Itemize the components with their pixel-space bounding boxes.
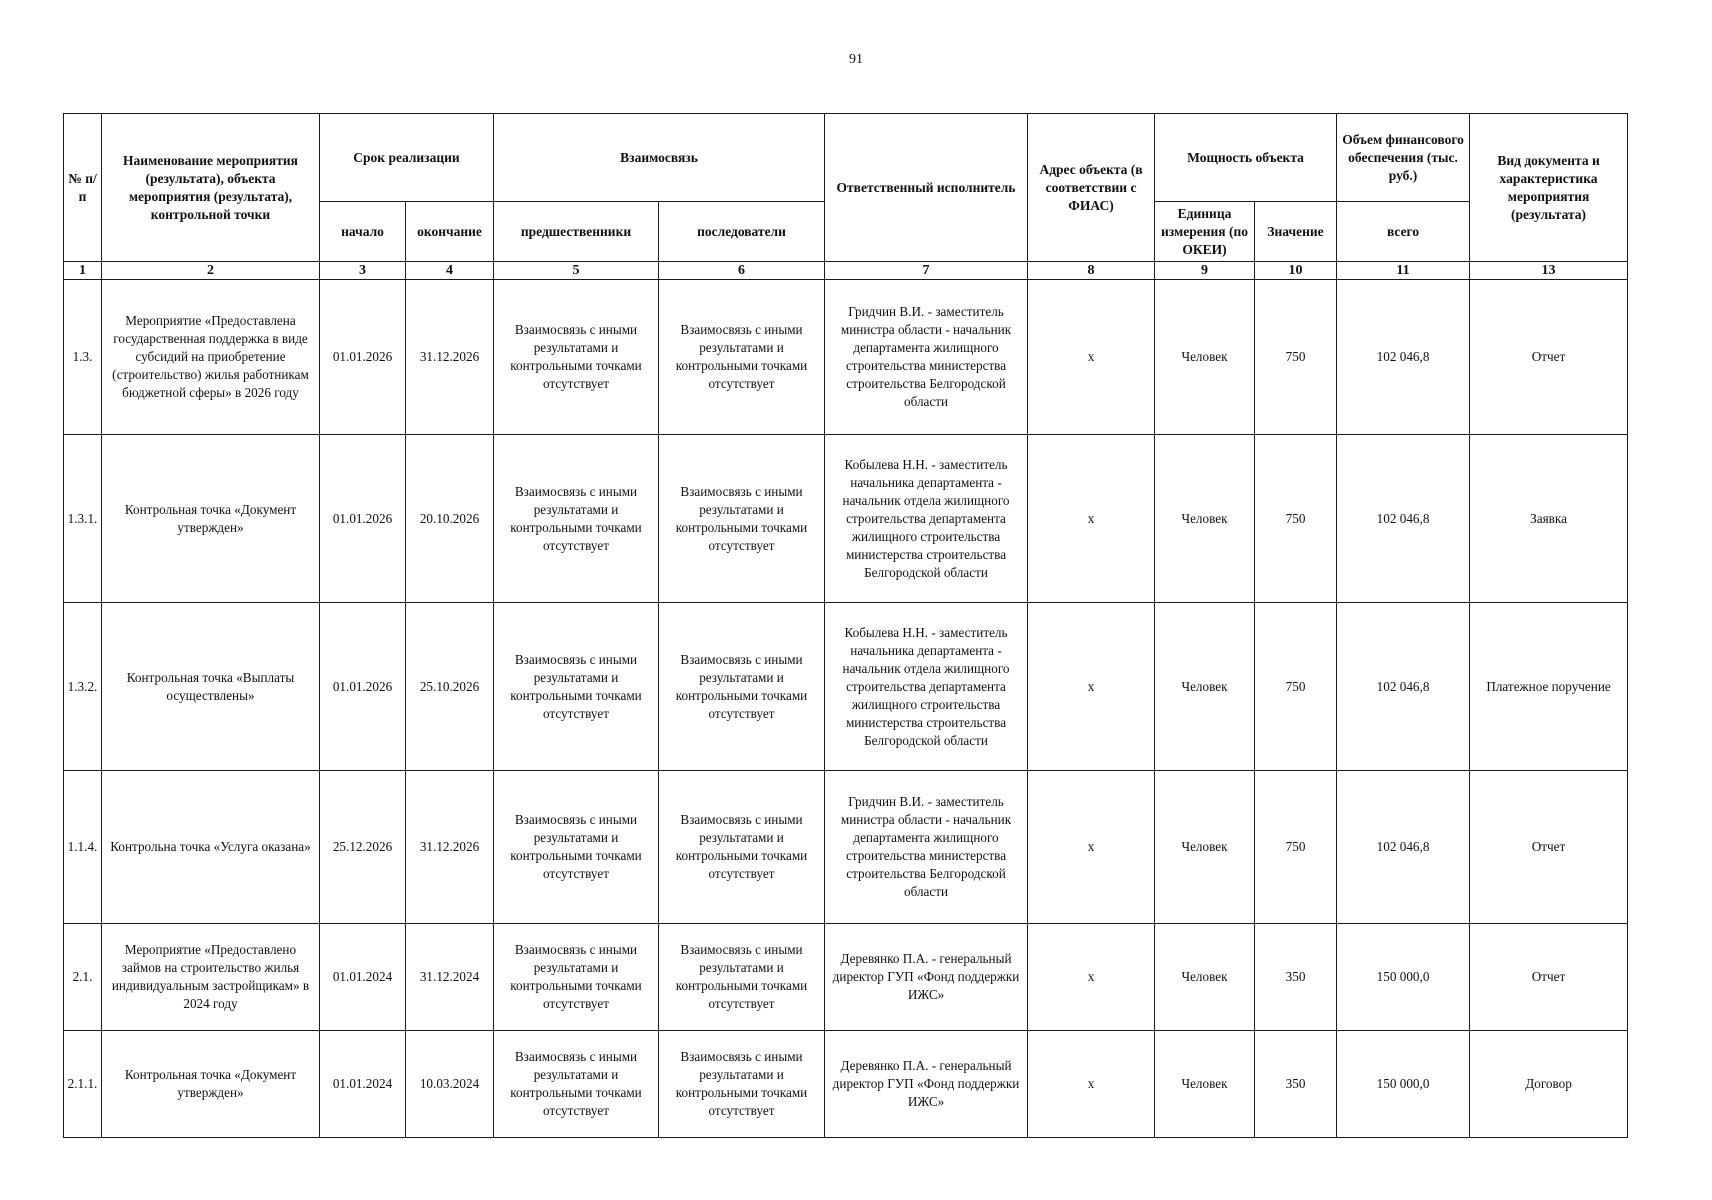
column-number: 2 [102, 262, 320, 280]
row-successors: Взаимосвязь с иными результатами и контрольными точками отсутствует [659, 435, 825, 603]
row-total: 102 046,8 [1337, 435, 1470, 603]
header-finance: Объем финансового обеспечения (тыс. руб.) [1337, 114, 1470, 202]
column-number: 13 [1470, 262, 1628, 280]
column-number: 6 [659, 262, 825, 280]
row-executor: Гридчин В.И. - заместитель министра области - начальник департамента жилищного строительства министерства строительства Белгородской области [825, 771, 1028, 924]
row-predecessors: Взаимосвязь с иными результатами и контрольными точками отсутствует [494, 1031, 659, 1138]
row-end: 31.12.2024 [406, 924, 494, 1031]
row-total: 150 000,0 [1337, 924, 1470, 1031]
column-number: 10 [1255, 262, 1337, 280]
header-predecessors: предшественники [494, 202, 659, 262]
table-row [64, 924, 1628, 1031]
row-successors: Взаимосвязь с иными результатами и контрольными точками отсутствует [659, 924, 825, 1031]
row-value: 350 [1255, 1031, 1337, 1138]
row-name: Контрольная точка «Документ утвержден» [102, 435, 320, 603]
row-num: 1.3.2. [64, 603, 102, 771]
row-address: х [1028, 771, 1155, 924]
row-unit: Человек [1155, 924, 1255, 1031]
row-value: 750 [1255, 435, 1337, 603]
column-number: 4 [406, 262, 494, 280]
row-predecessors: Взаимосвязь с иными результатами и контрольными точками отсутствует [494, 280, 659, 435]
row-value: 750 [1255, 603, 1337, 771]
row-executor: Кобылева Н.Н. - заместитель начальника департамента - начальник отдела жилищного строительства департамента жилищного строительства министерства строительства Белгородской области [825, 435, 1028, 603]
row-total: 102 046,8 [1337, 771, 1470, 924]
table-row [64, 771, 1628, 924]
row-unit: Человек [1155, 280, 1255, 435]
row-address: х [1028, 1031, 1155, 1138]
row-end: 31.12.2026 [406, 280, 494, 435]
header-end: окончание [406, 202, 494, 262]
row-end: 31.12.2026 [406, 771, 494, 924]
row-num: 1.3. [64, 280, 102, 435]
row-total: 102 046,8 [1337, 280, 1470, 435]
activities-table [63, 113, 1628, 1138]
row-name: Контрольная точка «Документ утвержден» [102, 1031, 320, 1138]
row-end: 25.10.2026 [406, 603, 494, 771]
row-start: 25.12.2026 [320, 771, 406, 924]
header-period: Срок реализации [320, 114, 494, 202]
row-name: Контрольная точка «Выплаты осуществлены» [102, 603, 320, 771]
row-name: Мероприятие «Предоставлено займов на строительство жилья индивидуальным застройщикам» в 2024 году [102, 924, 320, 1031]
column-numbers-row [64, 262, 1628, 280]
header-start: начало [320, 202, 406, 262]
row-predecessors: Взаимосвязь с иными результатами и контрольными точками отсутствует [494, 435, 659, 603]
row-value: 750 [1255, 280, 1337, 435]
row-address: х [1028, 603, 1155, 771]
row-address: х [1028, 280, 1155, 435]
column-number: 5 [494, 262, 659, 280]
column-number: 7 [825, 262, 1028, 280]
header-total: всего [1337, 202, 1470, 262]
header-successors: последователи [659, 202, 825, 262]
row-total: 102 046,8 [1337, 603, 1470, 771]
row-address: х [1028, 435, 1155, 603]
header-num: № п/п [64, 114, 102, 262]
table-row [64, 603, 1628, 771]
header-executor: Ответственный исполнитель [825, 114, 1028, 262]
row-num: 1.3.1. [64, 435, 102, 603]
row-num: 1.1.4. [64, 771, 102, 924]
header-name: Наименование мероприятия (результата), объекта мероприятия (результата), контрольной точки [102, 114, 320, 262]
row-value: 350 [1255, 924, 1337, 1031]
row-predecessors: Взаимосвязь с иными результатами и контрольными точками отсутствует [494, 924, 659, 1031]
row-name: Мероприятие «Предоставлена государственная поддержка в виде субсидий на приобретение (строительство) жилья работникам бюджетной сферы» в 2026 году [102, 280, 320, 435]
row-start: 01.01.2024 [320, 924, 406, 1031]
row-predecessors: Взаимосвязь с иными результатами и контрольными точками отсутствует [494, 603, 659, 771]
row-executor: Кобылева Н.Н. - заместитель начальника департамента - начальник отдела жилищного строительства департамента жилищного строительства министерства строительства Белгородской области [825, 603, 1028, 771]
column-number: 11 [1337, 262, 1470, 280]
table-row [64, 435, 1628, 603]
header-capacity: Мощность объекта [1155, 114, 1337, 202]
row-doc: Платежное поручение [1470, 603, 1628, 771]
row-predecessors: Взаимосвязь с иными результатами и контрольными точками отсутствует [494, 771, 659, 924]
row-start: 01.01.2026 [320, 435, 406, 603]
column-number: 3 [320, 262, 406, 280]
page-number: 91 [849, 52, 863, 67]
header-row-top [64, 114, 1628, 202]
header-value: Значение [1255, 202, 1337, 262]
row-successors: Взаимосвязь с иными результатами и контрольными точками отсутствует [659, 1031, 825, 1138]
row-num: 2.1.1. [64, 1031, 102, 1138]
row-start: 01.01.2026 [320, 280, 406, 435]
row-address: х [1028, 924, 1155, 1031]
row-doc: Заявка [1470, 435, 1628, 603]
row-doc: Отчет [1470, 771, 1628, 924]
row-start: 01.01.2024 [320, 1031, 406, 1138]
row-doc: Отчет [1470, 280, 1628, 435]
row-unit: Человек [1155, 771, 1255, 924]
column-number: 9 [1155, 262, 1255, 280]
row-successors: Взаимосвязь с иными результатами и контрольными точками отсутствует [659, 280, 825, 435]
header-doc-type: Вид документа и характеристика мероприятия (результата) [1470, 114, 1628, 262]
row-end: 10.03.2024 [406, 1031, 494, 1138]
row-unit: Человек [1155, 603, 1255, 771]
row-start: 01.01.2026 [320, 603, 406, 771]
header-relation: Взаимосвязь [494, 114, 825, 202]
row-value: 750 [1255, 771, 1337, 924]
table-row [64, 1031, 1628, 1138]
row-executor: Деревянко П.А. - генеральный директор ГУП «Фонд поддержки ИЖС» [825, 1031, 1028, 1138]
header-unit: Единица измерения (по ОКЕИ) [1155, 202, 1255, 262]
row-end: 20.10.2026 [406, 435, 494, 603]
row-successors: Взаимосвязь с иными результатами и контрольными точками отсутствует [659, 603, 825, 771]
row-unit: Человек [1155, 435, 1255, 603]
row-num: 2.1. [64, 924, 102, 1031]
row-unit: Человек [1155, 1031, 1255, 1138]
header-address: Адрес объекта (в соответствии с ФИАС) [1028, 114, 1155, 262]
row-doc: Договор [1470, 1031, 1628, 1138]
row-executor: Гридчин В.И. - заместитель министра области - начальник департамента жилищного строительства министерства строительства Белгородской области [825, 280, 1028, 435]
row-name: Контрольна точка «Услуга оказана» [102, 771, 320, 924]
row-successors: Взаимосвязь с иными результатами и контрольными точками отсутствует [659, 771, 825, 924]
row-doc: Отчет [1470, 924, 1628, 1031]
row-executor: Деревянко П.А. - генеральный директор ГУП «Фонд поддержки ИЖС» [825, 924, 1028, 1031]
column-number: 8 [1028, 262, 1155, 280]
column-number: 1 [64, 262, 102, 280]
table-row [64, 280, 1628, 435]
row-total: 150 000,0 [1337, 1031, 1470, 1138]
